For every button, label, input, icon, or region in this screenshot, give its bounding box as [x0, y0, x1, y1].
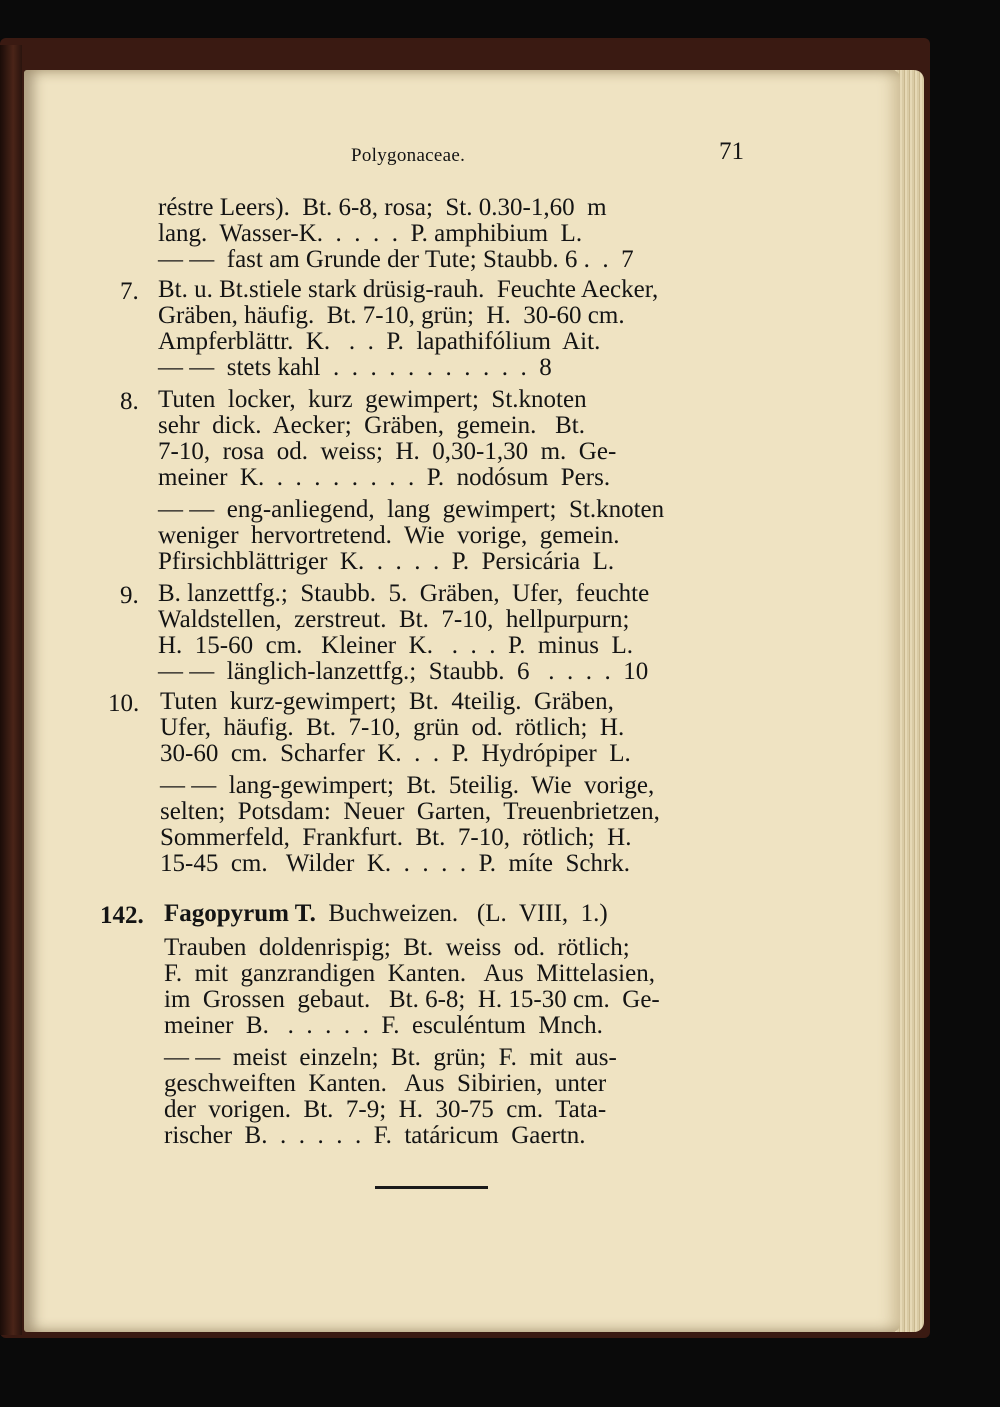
text-line: — — lang-gewimpert; Bt. 5teilig. Wie vorige,: [160, 772, 655, 799]
key-number: 9.: [120, 582, 139, 609]
key-number: 8.: [120, 388, 139, 415]
text-line: Sommerfeld, Frankfurt. Bt. 7-10, rötlich; H.: [160, 824, 632, 851]
text-line: Tuten locker, kurz gewimpert; St.knoten: [158, 386, 587, 413]
text-line: H. 15-60 cm. Kleiner K. . . . P. minus L.: [158, 632, 633, 659]
running-title: Polygonaceae.: [351, 145, 466, 166]
text-line: — — fast am Grunde der Tute; Staubb. 6 . . 7: [158, 246, 634, 273]
book-page: [24, 70, 900, 1332]
text-line: lang. Wasser-K. . . . . P. amphibium L.: [158, 220, 583, 247]
text-line: Waldstellen, zerstreut. Bt. 7-10, hellpurpurn;: [158, 606, 630, 633]
text-line: F. mit ganzrandigen Kanten. Aus Mittelasien,: [164, 960, 655, 987]
text-line: — — eng-anliegend, lang gewimpert; St.knoten: [158, 496, 665, 523]
page-number: 71: [719, 138, 744, 165]
text-line: meiner B. . . . . . F. esculéntum Mnch.: [164, 1012, 603, 1039]
text-line: meiner K. . . . . . . . . P. nodósum Pers.: [158, 464, 611, 491]
text-line: weniger hervortretend. Wie vorige, gemein.: [158, 522, 620, 549]
text-line: Ufer, häufig. Bt. 7-10, grün od. rötlich; H.: [160, 714, 625, 741]
genus-name: Fagopyrum T.: [164, 900, 316, 927]
text-line: — — stets kahl . . . . . . . . . . . 8: [158, 354, 552, 381]
text-line: Pfirsichblättriger K. . . . . P. Persicária L.: [158, 548, 615, 575]
text-line: Tuten kurz-gewimpert; Bt. 4teilig. Gräben,: [160, 688, 614, 715]
text-line: sehr dick. Aecker; Gräben, gemein. Bt.: [158, 412, 585, 439]
key-number: 7.: [120, 278, 139, 305]
text-line: Bt. u. Bt.stiele stark drüsig-rauh. Feuchte Aecker,: [158, 276, 659, 303]
text-line: der vorigen. Bt. 7-9; H. 30-75 cm. Tata-: [164, 1096, 607, 1123]
text-line: Trauben doldenrispig; Bt. weiss od. rötlich;: [164, 934, 630, 961]
text-line: — — länglich-lanzettfg.; Staubb. 6 . . . . 10: [158, 658, 649, 685]
text-line: 30-60 cm. Scharfer K. . . P. Hydrópiper L.: [160, 740, 631, 767]
text-line: réstre Leers). Bt. 6-8, rosa; St. 0.30-1,60 m: [158, 194, 607, 221]
genus-heading: [164, 900, 608, 928]
text-line: 7-10, rosa od. weiss; H. 0,30-1,30 m. Ge-: [158, 438, 617, 465]
text-line: rischer B. . . . . . F. tatáricum Gaertn.: [164, 1122, 586, 1149]
text-line: — — meist einzeln; Bt. grün; F. mit aus-: [164, 1044, 617, 1071]
text-line: geschweiften Kanten. Aus Sibirien, unter: [164, 1070, 607, 1097]
section-rule: [375, 1186, 488, 1189]
text-line: Gräben, häufig. Bt. 7-10, grün; H. 30-60 cm.: [158, 302, 625, 329]
key-number: 10.: [108, 690, 140, 717]
genus-common-name: Buchweizen. (L. VIII, 1.): [315, 900, 608, 927]
text-line: B. lanzettfg.; Staubb. 5. Gräben, Ufer, feuchte: [158, 580, 650, 607]
text-line: Ampferblättr. K. . . P. lapathifólium Ait.: [158, 328, 601, 355]
text-line: im Grossen gebaut. Bt. 6-8; H. 15-30 cm. Ge-: [164, 986, 660, 1013]
text-line: selten; Potsdam: Neuer Garten, Treuenbrietzen,: [160, 798, 660, 825]
genus-number: 142.: [100, 902, 144, 929]
text-line: 15-45 cm. Wilder K. . . . . P. míte Schrk.: [160, 850, 631, 877]
book-spine: [0, 45, 22, 1335]
